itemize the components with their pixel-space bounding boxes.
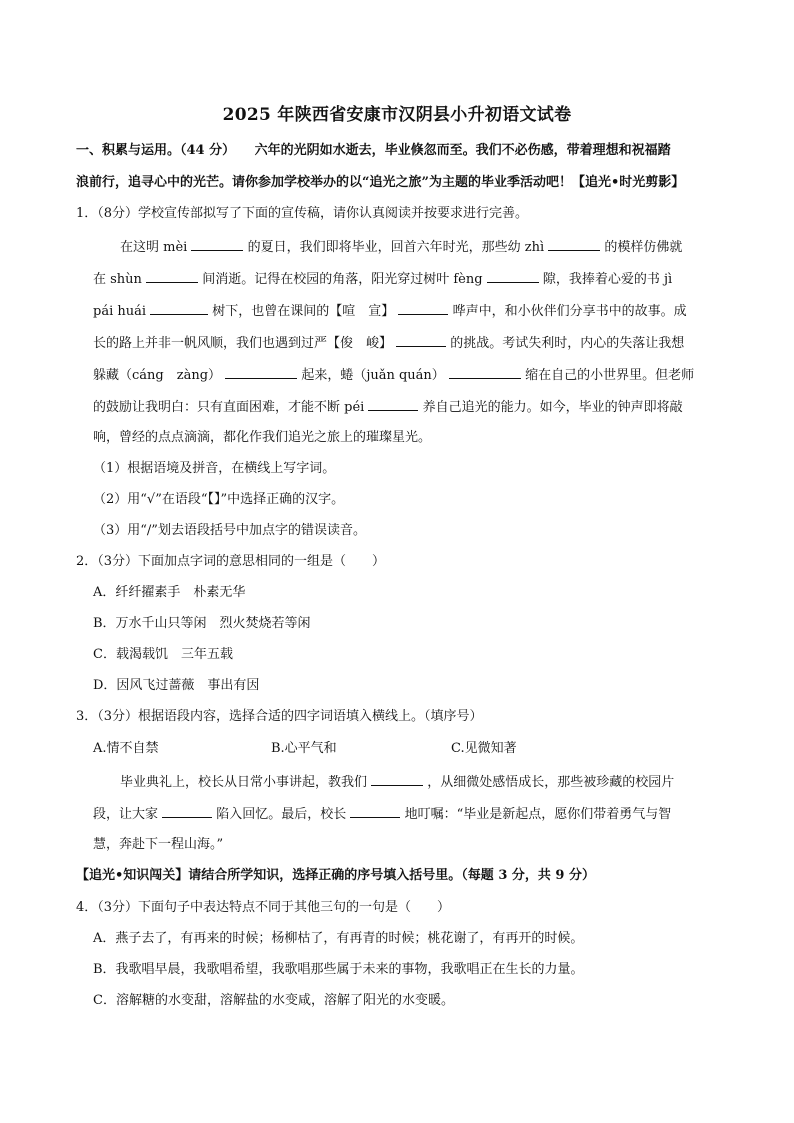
q1-passage-line7: 响，曾经的点点滴滴，都化作我们追光之旅上的璀璨星光。 — [93, 430, 432, 445]
answer-blank[interactable] — [396, 332, 446, 347]
q3-passage-line3: 慧，奔赴下一程山海。” — [93, 837, 224, 852]
passage-text: 的挑战。考试失利时，内心的失落让我想 — [450, 336, 685, 351]
passage-text: 养自己追光的能力。如今，毕业的钟声即将敲 — [422, 400, 683, 415]
passage-text: 毕业典礼上，校长从日常小事讲起，教我们 — [120, 775, 368, 790]
q1-passage-line5 — [93, 364, 694, 386]
q1-passage-line4 — [93, 332, 684, 354]
answer-blank[interactable] — [162, 803, 212, 818]
answer-blank[interactable] — [398, 300, 448, 315]
q2-option-d[interactable]: D．因风飞过蔷薇 事出有因 — [93, 678, 260, 693]
passage-text: 缩在自己的小世界里。但老师 — [525, 368, 695, 383]
answer-blank[interactable] — [368, 396, 418, 411]
passage-text: ，从细微处感悟成长，那些被珍藏的校园片 — [427, 775, 675, 790]
q4-stem: 4．（3分）下面句子中表达特点不同于其他三句的一句是（ ） — [76, 900, 451, 915]
q3-passage-line1 — [120, 771, 674, 793]
q2-option-b[interactable]: B．万水千山只等闲 烈火焚烧若等闲 — [93, 616, 311, 631]
answer-blank[interactable] — [487, 268, 539, 283]
passage-text: 地叮嘱：“毕业是新起点，愿你们带着勇气与智 — [404, 807, 672, 822]
q3-option-c[interactable]: C.见微知著 — [451, 741, 517, 756]
section1-intro-line2: 浪前行，追寻心中的光芒。请你参加学校举办的以“追光之旅”为主题的毕业季活动吧！【追光•时光剪影】 — [76, 175, 685, 190]
answer-blank[interactable] — [350, 803, 400, 818]
passage-text: pái huái — [93, 304, 147, 319]
passage-text: 起来，蜷（juǎn quán） — [301, 368, 445, 383]
answer-blank[interactable] — [191, 236, 243, 251]
passage-text: 间消逝。记得在校园的角落，阳光穿过树叶 fèng — [202, 272, 483, 287]
section2-header: 【追光•知识闯关】请结合所学知识，选择正确的序号填入括号里。（每题 3 分，共 9 分） — [76, 868, 596, 883]
q1-passage-line6 — [93, 396, 683, 418]
passage-text: 哗声中，和小伙伴们分享书中的故事。成 — [452, 304, 687, 319]
q4-option-b[interactable]: B．我歌唱早晨，我歌唱希望，我歌唱那些属于未来的事物，我歌唱正在生长的力量。 — [93, 962, 584, 977]
passage-text: 树下，也曾在课间的【喧 宣】 — [212, 304, 395, 319]
q1-subquestion-2: （2）用“√”在语段“【】”中选择正确的汉字。 — [93, 492, 345, 507]
q3-option-a[interactable]: A.情不自禁 — [93, 741, 159, 756]
q1-stem: 1．（8分）学校宣传部拟写了下面的宣传稿，请你认真阅读并按要求进行完善。 — [76, 206, 529, 221]
q1-passage-line3 — [93, 300, 687, 322]
q2-option-c[interactable]: C．载渴载饥 三年五载 — [93, 647, 233, 662]
passage-text: 的模样仿佛就 — [604, 240, 683, 255]
q1-subquestion-3: （3）用“/”划去语段括号中加点字的错误读音。 — [93, 523, 366, 538]
answer-blank[interactable] — [146, 268, 198, 283]
q2-option-a[interactable]: A．纤纤擢素手 朴素无华 — [93, 585, 246, 600]
answer-blank[interactable] — [449, 364, 521, 379]
section1-intro-line1: 一、积累与运用。（44 分） 六年的光阴如水逝去，毕业倏忽而至。我们不必伤感，带着理想和祝福踏 — [76, 143, 671, 158]
passage-text: 的鼓励让我明白：只有直面困难，才能不断 péi — [93, 400, 365, 415]
passage-text: 段，让大家 — [93, 807, 159, 822]
passage-text: 陷入回忆。最后，校长 — [216, 807, 347, 822]
passage-text: 躲藏（cáng zàng） — [93, 368, 222, 383]
answer-blank[interactable] — [371, 771, 423, 786]
q1-passage-line1 — [120, 236, 682, 258]
q3-stem: 3．（3分）根据语段内容，选择合适的四字词语填入横线上。（填序号） — [76, 709, 483, 724]
q2-stem: 2．（3分）下面加点字词的意思相同的一组是（ ） — [76, 554, 386, 569]
passage-text: 的夏日，我们即将毕业，回首六年时光，那些幼 zhì — [247, 240, 545, 255]
q3-option-b[interactable]: B.心平气和 — [271, 741, 337, 756]
q4-option-c[interactable]: C．溶解糖的水变甜，溶解盐的水变咸，溶解了阳光的水变暖。 — [93, 993, 454, 1008]
q1-subquestion-1: （1）根据语境及拼音，在横线上写字词。 — [93, 461, 336, 476]
q4-option-a[interactable]: A．燕子去了，有再来的时候；杨柳枯了，有再青的时候；桃花谢了，有再开的时候。 — [93, 931, 584, 946]
passage-text: 在这明 mèi — [120, 240, 188, 255]
passage-text: 在 shùn — [93, 272, 142, 287]
answer-blank[interactable] — [548, 236, 600, 251]
q1-passage-line2 — [93, 268, 672, 290]
answer-blank[interactable] — [150, 300, 208, 315]
q3-passage-line2 — [93, 803, 671, 825]
answer-blank[interactable] — [225, 364, 297, 379]
passage-text: 长的路上并非一帆风顺，我们也遇到过严【俊 峻】 — [93, 336, 393, 351]
passage-text: 隙，我捧着心爱的书 jì — [542, 272, 673, 287]
page-title: 2025 年陕西省安康市汉阴县小升初语文试卷 — [222, 105, 572, 125]
